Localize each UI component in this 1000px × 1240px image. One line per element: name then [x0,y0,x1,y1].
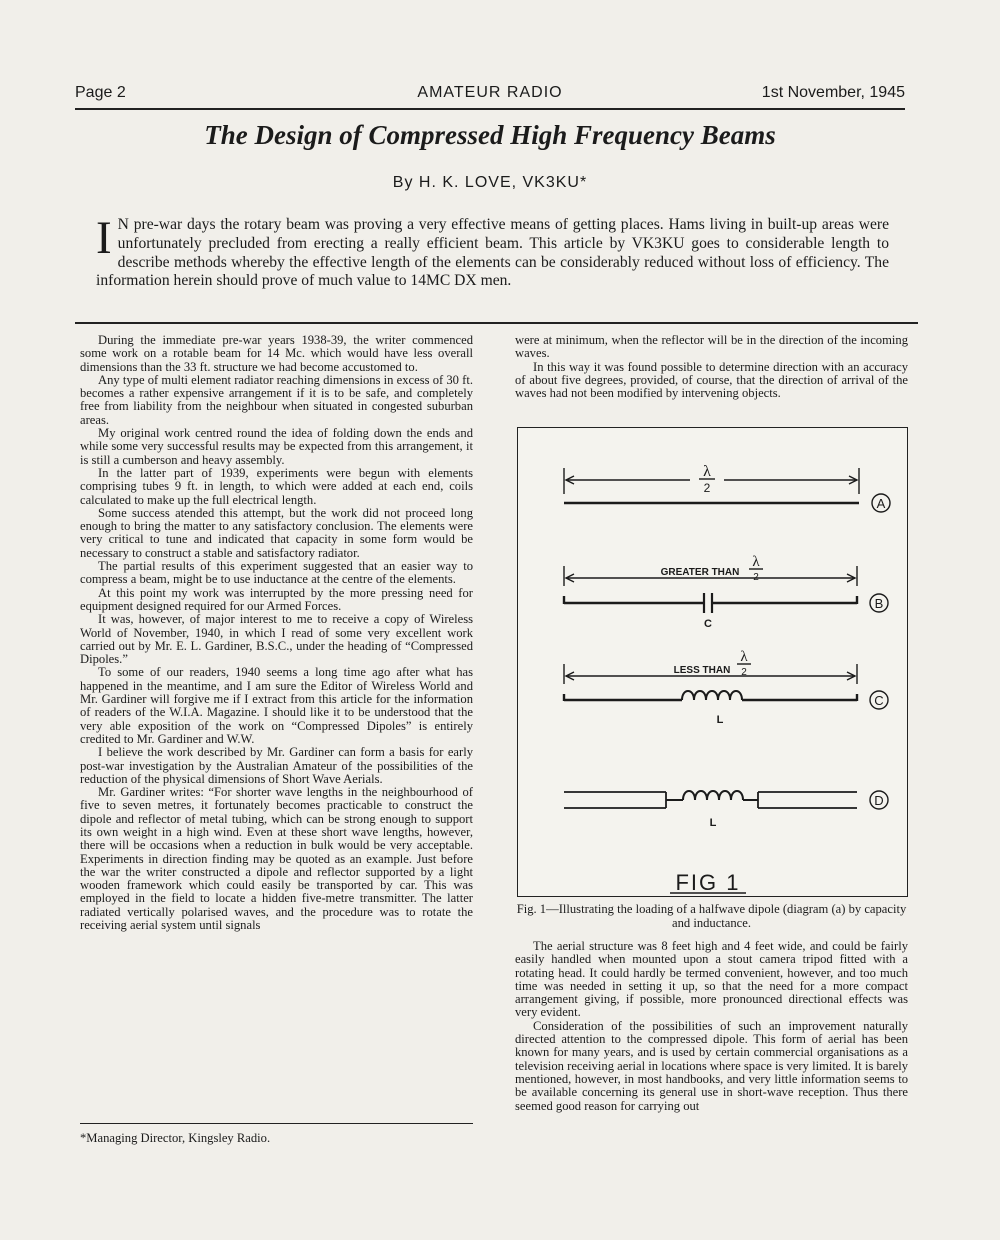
magazine-name: AMATEUR RADIO [417,84,563,101]
paragraph: The aerial structure was 8 feet high and 4 feet wide, and could be fairly easily handled when mounted upon a stout camera tripod fitted with a rotating head. It could hardly be termed convenient, however, and too much time was needed in setting it up, so that the need for a more compact arrangement giving, if possible, more pronounced directional effects was very evident. [515,939,908,1020]
diagram-c [564,649,888,726]
article-intro [96,212,889,291]
lambda-symbol: λ [740,649,748,665]
paragraph: In this way it was found possible to determine direction with an accuracy of about five degrees, provided, of course, that the direction of arrival of the waves had not been modified by intervening objects. [515,359,908,401]
diagram-a [564,463,890,512]
paragraph: During the immediate pre-war years 1938-39, the writer commenced some work on a rotable beam for 14 Mc. which would have less overall dimensions than the 33 ft. structure we had become accustomed to. [80,333,473,374]
diagram-b [564,554,888,630]
intro-dropcap: I [96,212,112,264]
denominator-two: 2 [753,572,759,583]
less-than-label: LESS THAN [673,665,731,676]
label-d: D [874,793,884,808]
lambda-symbol: λ [703,463,711,480]
right-column-top [515,334,908,400]
intro-divider [75,322,918,324]
right-column-bottom [515,940,908,1113]
paragraph: At this point my work was interrupted by the more pressing need for equipment designed required for our Armed Forces. [80,585,473,613]
label-c: C [874,693,884,708]
running-header [75,84,905,110]
capacitor-label: C [704,618,712,630]
figure-1 [517,427,908,897]
paragraph: Mr. Gardiner writes: “For shorter wave lengths in the neighbourhood of five to seven metres, it fortunately becomes practicable to construct the dipole and reflector of metal tubing, which can be strong enough to support its own weight in a high wind. Even at these short wave lengths, however, there will be occasions when a reduction in bulk would be very acceptable. Experiments in direction finding may be quoted as an example. Just before the war the writer constructed a dipole and reflector supported by a light wooden framework which could easily be transported by car. This was employed in the field to locate a hidden five-metre transmitter. The latter radiated vertically polarised waves, and the procedure was to rotate the receiving aerial system until signals [80,785,473,933]
left-column [80,334,473,932]
inductor-label: L [716,714,724,726]
article-title: The Design of Compressed High Frequency Beams [204,120,776,150]
paragraph: To some of our readers, 1940 seems a long time ago after what has happened in the meantime, and I am sure the Editor of Wireless World and Mr. Gardiner will forgive me if I extract from this article for the information of readers of the W.I.A. Magazine. I should like it to be understood that the very able exposition of the work on “Compressed Dipoles” is entirely credited to Mr. Gardiner and W.W. [80,665,473,746]
footnote: *Managing Director, Kingsley Radio. [80,1131,271,1145]
paragraph: Consideration of the possibilities of such an improvement naturally directed attention to the compressed dipole. This form of aerial has been known for many years, and is used by certain commercial organisations as a television receiving aerial in locations where space is very limited. It is barely mentioned, however, in most handbooks, and very little information seems to be available concerning its general use in short-wave reception. Thus there seemed good reason for carrying out [515,1018,908,1113]
intro-text: N pre-war days the rotary beam was proving a very effective means of getting places. Hams living in built-up areas were unfortunately precluded from erecting a really efficient beam. This article by VK3KU goes to considerable length to describe methods whereby the effective length of the elements can be considerably reduced without loss of efficiency. The information herein should prove of much value to 14MC DX men. [96,216,889,290]
footnote-divider [80,1123,473,1124]
greater-than-label: GREATER THAN [660,567,740,578]
article-byline: By H. K. LOVE, VK3KU* [392,174,588,191]
diagram-d [564,791,888,829]
label-a: A [876,496,886,511]
paragraph: Any type of multi element radiator reaching dimensions in excess of 30 ft. becomes a rather expensive arrangement if it is to be safe, and completely free from liability from the neighbour when situated in congested suburban areas. [80,372,473,427]
paragraph: were at minimum, when the reflector will be in the direction of the incoming waves. [515,333,908,361]
figure-title: FIG 1 [675,870,741,895]
paragraph: My original work centred round the idea of folding down the ends and while some very successful results may be expected from this arrangement, it is still a cumberson and heavy assembly. [80,426,473,467]
paragraph: I believe the work described by Mr. Gardiner can form a basis for early post-war investigation by the Australian Amateur of the possibilities of the reduction of the physical dimensions of Short Wave Aerials. [80,745,473,786]
figure-caption: Fig. 1—Illustrating the loading of a halfwave dipole (diagram (a) by capacity and inductance. [516,902,907,930]
dipole-diagram [518,428,907,896]
label-b: B [874,596,884,611]
paragraph: It was, however, of major interest to me to receive a copy of Wireless World of November, 1940, in which I read of some very excellent work carried out by Mr. E. L. Gardiner, B.S.C., under the heading of “Compressed Dipoles.” [80,612,473,667]
inductor-label: L [709,817,717,829]
page-number: Page 2 [75,84,126,101]
paragraph: The partial results of this experiment suggested that an easier way to compress a beam, might be to use inductance at the centre of the elements. [80,559,473,587]
paragraph: Some success atended this attempt, but the work did not proceed long enough to bring the matter to any satisfactory conclusion. The elements were very critical to tune and indicated that capacity in some form would be necessary to construct a stable and satisfactory radiator. [80,505,473,560]
denominator-two: 2 [703,481,711,495]
paragraph: In the latter part of 1939, experiments were begun with elements comprising tubes 9 ft. in length, to which were added at each end, coils calculated to make up the full electrical length. [80,465,473,507]
denominator-two: 2 [741,667,747,678]
issue-date: 1st November, 1945 [761,84,905,101]
lambda-symbol: λ [752,554,760,570]
